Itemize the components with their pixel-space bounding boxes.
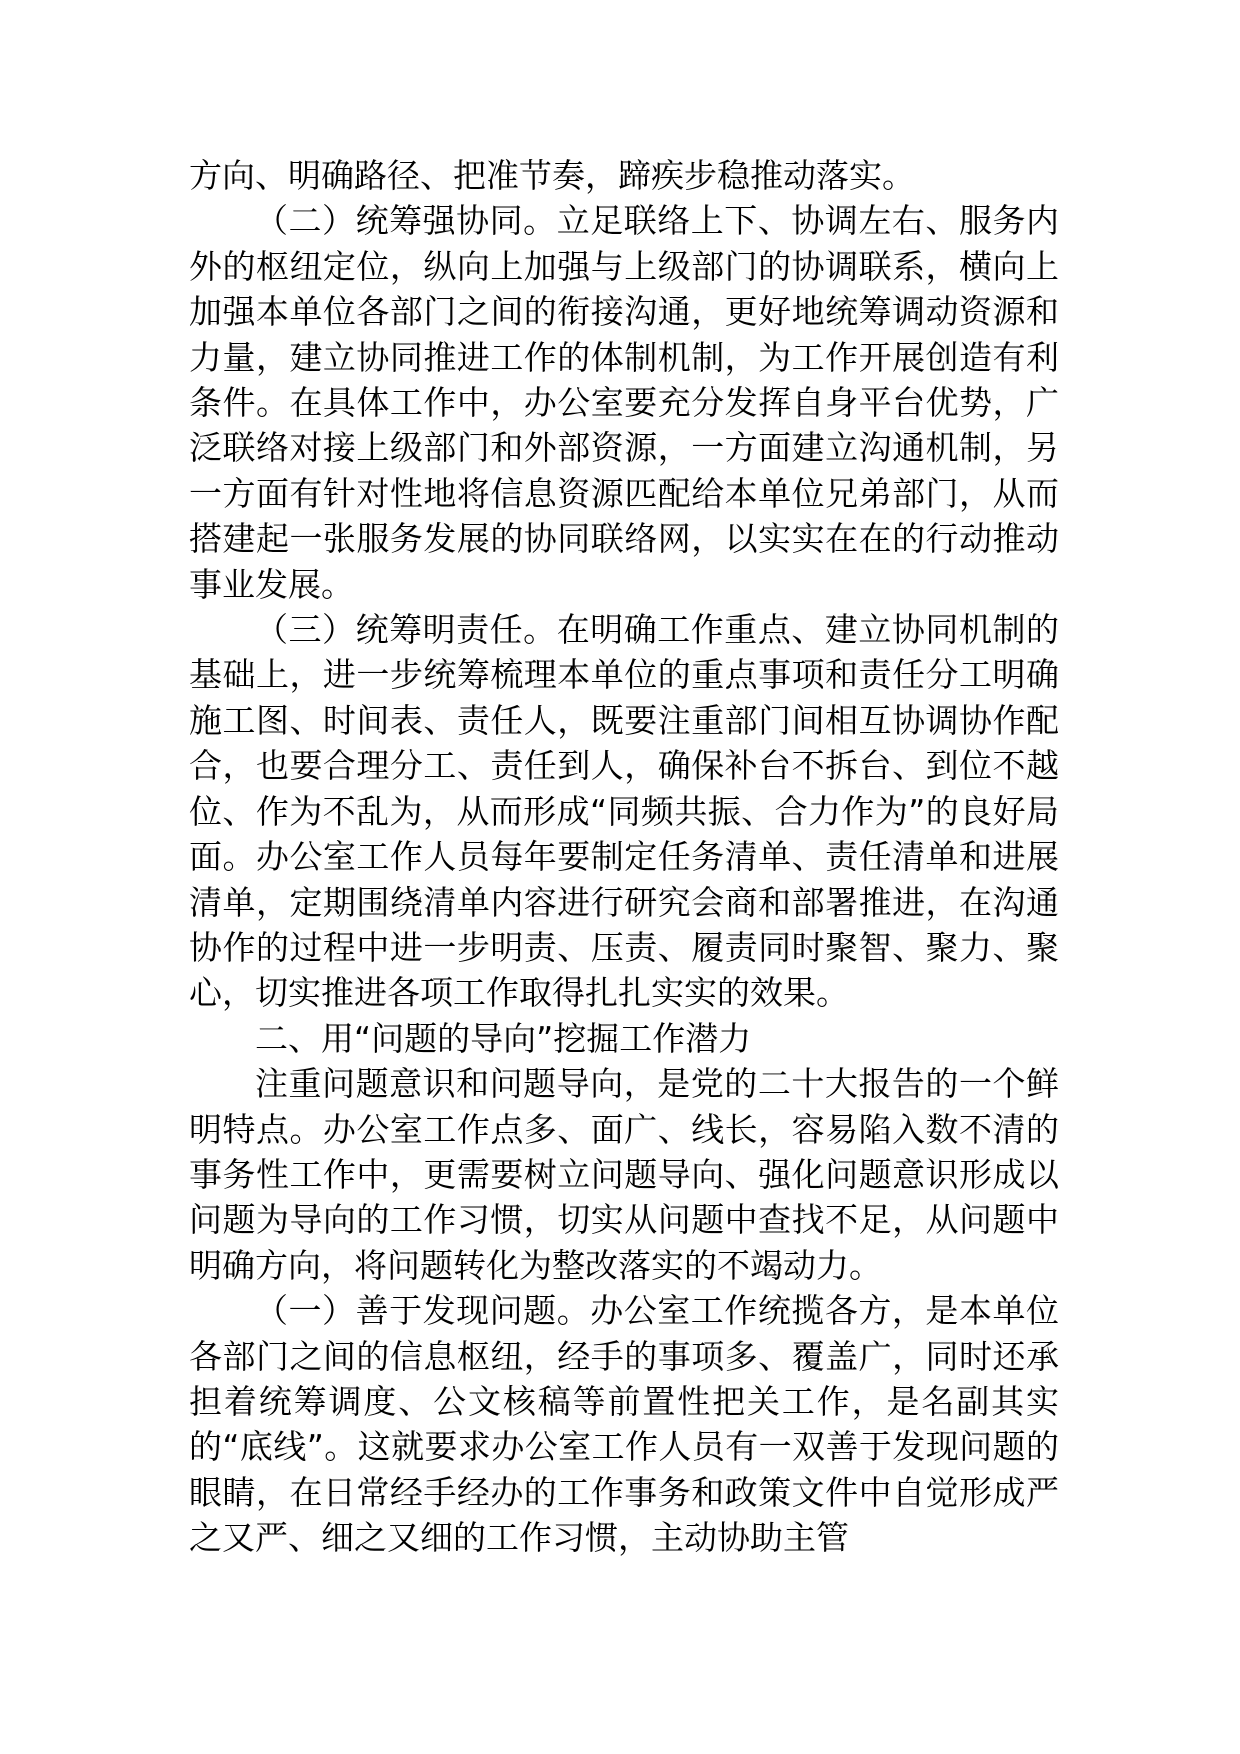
paragraph-continuation: 方向、明确路径、把准节奏，蹄疾步稳推动落实。: [189, 156, 915, 195]
paragraph-coordination: （二）统筹强协同。立足联络上下、协调左右、服务内外的枢纽定位，纵向上加强与上级部门的协调联系，横向上加强本单位各部门之间的衔接沟通，更好地统筹调动资源和力量，建立协同推进工作的体制机制，为工作开展创造有利条件。在具体工作中，办公室要充分发挥自身平台优势，广泛联络对接上级部门和外部资源，一方面建立沟通机制，另一方面有针对性地将信息资源匹配给本单位兄弟部门，从而搭建起一张服务发展的协同联络网，以实实在在的行动推动事业发展。: [189, 201, 1059, 604]
section-heading: 二、用“问题的导向”挖掘工作潜力: [255, 1018, 752, 1058]
paragraph-problem-orientation: 注重问题意识和问题导向，是党的二十大报告的一个鲜明特点。办公室工作点多、面广、线长，容易陷入数不清的事务性工作中，更需要树立问题导向、强化问题意识形成以问题为导向的工作习惯，切实从问题中查找不足，从问题中明确方向，将问题转化为整改落实的不竭动力。: [189, 1064, 1059, 1285]
document-body: [189, 153, 1059, 1561]
paragraph-find-problems: （一）善于发现问题。办公室工作统揽各方，是本单位各部门之间的信息枢纽，经手的事项多、覆盖广，同时还承担着统筹调度、公文核稿等前置性把关工作，是名副其实的“底线”。这就要求办公室工作人员有一双善于发现问题的眼睛，在日常经手经办的工作事务和政策文件中自觉形成严之又严、细之又细的工作习惯，主动协助主管: [189, 1291, 1059, 1558]
paragraph-responsibility: （三）统筹明责任。在明确工作重点、建立协同机制的基础上，进一步统筹梳理本单位的重点事项和责任分工明确施工图、时间表、责任人，既要注重部门间相互协调协作配合，也要合理分工、责任到人，确保补台不拆台、到位不越位、作为不乱为，从而形成“同频共振、合力作为”的良好局面。办公室工作人员每年要制定任务清单、责任清单和进展清单，定期围绕清单内容进行研究会商和部署推进，在沟通协作的过程中进一步明责、压责、履责同时聚智、聚力、聚心，切实推进各项工作取得扎扎实实的效果。: [189, 610, 1059, 1013]
